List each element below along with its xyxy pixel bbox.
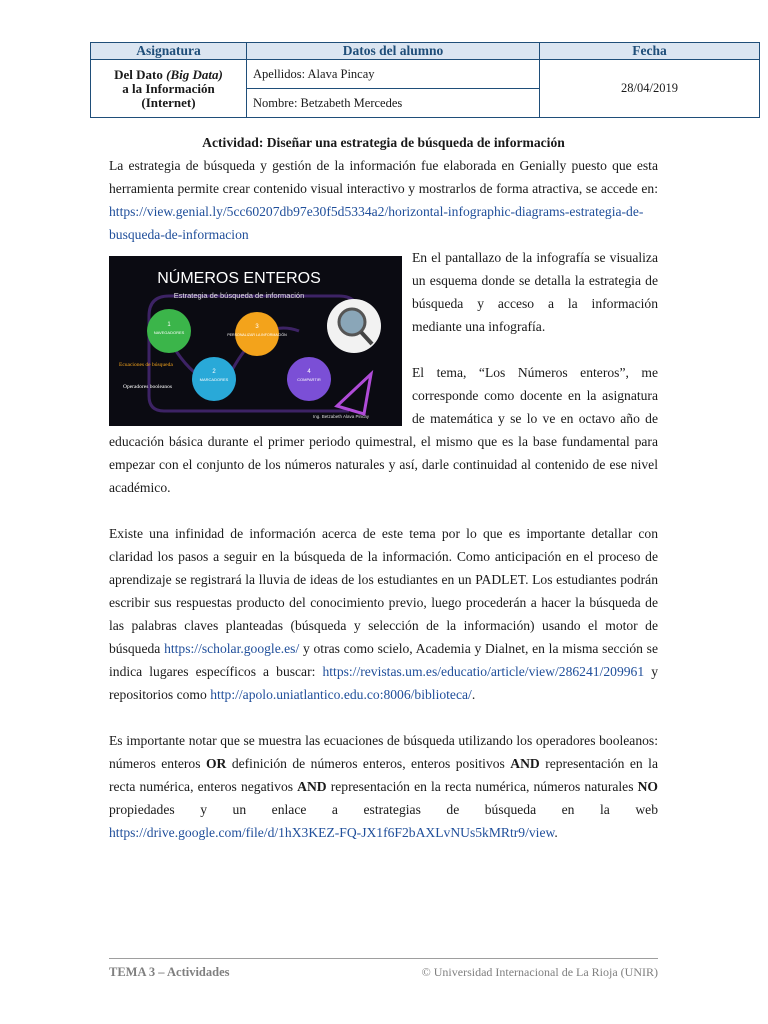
revistas-link[interactable]: https://revistas.um.es/educatio/article/view/286241/209961 — [322, 664, 645, 679]
date-cell: 28/04/2019 — [540, 60, 760, 118]
paragraph-topic: El tema, “Los Números enteros”, me corresponde como docente en la asignatura de matemática y se lo ve en octavo año de educación básica durante el primer periodo quimestral, el mismo que es la base fundamental para empezar con el conjunto de los números naturales y así, darle continuidad al contenido de ese nivel académico. — [109, 365, 658, 495]
subject-line3: (Internet) — [141, 94, 196, 110]
svg-text:1: 1 — [167, 322, 171, 328]
paragraph-intro: La estrategia de búsqueda y gestión de la información fue elaborada en Genially puesto que esta herramienta permite crear contenido visual interactivo y mostrarlos de forma atractiva, se accede en: https://view.genial.ly/5cc60207db97e30f5d5334a2/horizontal-infographic-diagrams-estrategia-de-busqueda-de-informacion — [109, 158, 658, 242]
drive-link[interactable]: https://drive.google.com/file/d/1hX3KEZ-FQ-JX1f6F2bAXLvNUs5kMRtr9/view — [109, 825, 555, 840]
surname-cell: Apellidos: Alava Pincay — [247, 60, 540, 89]
side-label-operators: Operadores booleanos — [123, 384, 173, 390]
paragraph-boolean: Es importante notar que se muestra las ecuaciones de búsqueda utilizando los operadores booleanos: números enteros OR definición de números enteros, enteros positivos AND representación en la recta numérica, enteros negativos AND representación en la recta numérica, números naturales NO propiedades y un enlace a estrategias de búsqueda en la web https://drive.google.com/file/d/1hX3KEZ-FQ-JX1f6F2bAXLvNUs5kMRtr9/view. — [109, 733, 658, 840]
page-footer — [109, 958, 658, 979]
footer-copyright: © Universidad Internacional de La Rioja (UNIR) — [421, 965, 658, 979]
subject-line1: Del Dato (Big Data) — [114, 66, 223, 82]
infographic-subtitle: Estrategia de búsqueda de información — [173, 291, 305, 300]
svg-text:4: 4 — [307, 369, 311, 375]
svg-text:PERSONALIZAR LA INFORMACIÓN: PERSONALIZAR LA INFORMACIÓN — [227, 333, 287, 337]
paragraph-search: Existe una infinidad de información acerca de este tema por lo que es importante detallar con claridad los pasos a seguir en la búsqueda de la información. Como anticipación en el proceso de aprendizaje se registrará la lluvia de ideas de los estudiantes en un PADLET. Los estudiantes podrán escribir sus respuestas producto del conocimiento previo, luego procederán a hacer la búsqueda de las palabras claves planteadas (búsqueda y selección de la información) usando el motor de búsqueda https://scholar.google.es/ y otras como scielo, Academia y Dialnet, en la misma sección se indica lugares específicos a buscar: https://revistas.um.es/educatio/article/view/286241/209961 y repositorios como http://apolo.uniatlantico.edu.co:8006/biblioteca/. — [109, 526, 658, 702]
header-subject-label: Asignatura — [91, 43, 247, 60]
svg-text:2: 2 — [212, 369, 216, 375]
header-table — [90, 42, 760, 118]
svg-text:COMPARTIR: COMPARTIR — [297, 377, 321, 382]
document-body — [109, 131, 658, 844]
node-4 — [287, 357, 331, 401]
svg-text:MARCADORES: MARCADORES — [199, 377, 229, 382]
activity-title: Actividad: Diseñar una estrategia de búsqueda de información — [202, 135, 565, 150]
paragraph-screenshot: En el pantallazo de la infografía se visualiza un esquema donde se detalla la estrategia de búsqueda y acceso a la información mediante una infografía. — [412, 250, 658, 334]
magnifier-icon — [339, 309, 365, 335]
header-date-label: Fecha — [540, 43, 760, 60]
apolo-link[interactable]: http://apolo.uniatlantico.edu.co:8006/biblioteca/ — [210, 687, 472, 702]
header-student-label: Datos del alumno — [247, 43, 540, 60]
subject-line2: a la Información — [122, 80, 215, 96]
infographic-screenshot — [109, 256, 402, 426]
footer-topic: TEMA 3 – Actividades — [109, 965, 230, 979]
infographic-svg — [109, 256, 402, 426]
svg-text:NAVEGADORES: NAVEGADORES — [153, 330, 185, 335]
infographic-title: NÚMEROS ENTEROS — [157, 270, 321, 287]
genially-link[interactable]: https://view.genial.ly/5cc60207db97e30f5d5334a2/horizontal-infographic-diagrams-estrategia-de-busqueda-de-informacion — [109, 204, 644, 242]
scholar-link[interactable]: https://scholar.google.es/ — [164, 641, 300, 656]
side-label-equations: Ecuaciones de búsqueda — [119, 362, 173, 368]
node-1 — [147, 309, 191, 353]
infographic-author: Ing. Betzabeth Alava Pincay — [312, 414, 370, 419]
subject-cell — [91, 60, 247, 118]
node-2 — [192, 357, 236, 401]
name-cell: Nombre: Betzabeth Mercedes — [247, 89, 540, 118]
svg-text:3: 3 — [255, 324, 259, 330]
